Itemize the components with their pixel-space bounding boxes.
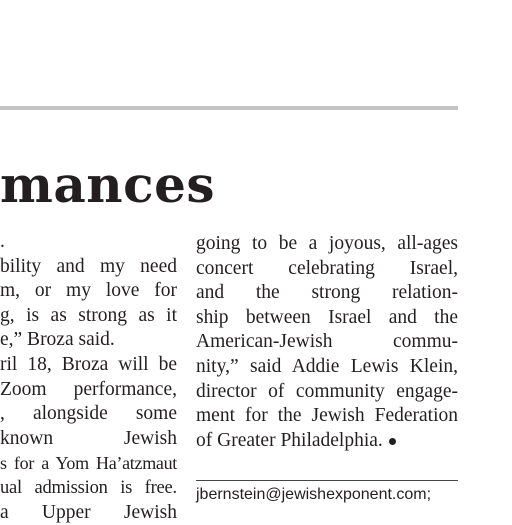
right-text-column (196, 232, 458, 453)
left-line: . (0, 231, 5, 252)
right-line: concert celebrating Israel, (196, 257, 458, 279)
left-line: a Upper Jewish (0, 501, 177, 523)
right-line-text: of Greater Philadelphia. (196, 429, 383, 451)
top-divider-rule (0, 106, 458, 110)
left-line: , alongside some (0, 403, 177, 425)
right-line: and the strong relation- (196, 282, 458, 304)
left-line: m, or my love for (0, 280, 177, 302)
author-email[interactable]: jbernstein@jewishexponent.com; (196, 486, 432, 503)
right-line: ship between Israel and the (196, 306, 458, 328)
left-line: known Jewish (0, 427, 177, 449)
right-line: director of community engage- (196, 380, 458, 402)
left-line: g, is as strong as it (0, 304, 177, 326)
left-line: ual admission is free. (0, 477, 177, 498)
article-headline: mances (0, 155, 216, 214)
left-line: e,” Broza said. (0, 329, 115, 351)
left-line: ril 18, Broza will be (0, 353, 177, 375)
right-line: ment for the Jewish Federation (196, 405, 458, 427)
left-line: bility and my need (0, 255, 177, 277)
right-line: going to be a joyous, all-ages (196, 233, 458, 254)
left-line: Zoom performance, (0, 378, 177, 400)
right-line: American-Jewish commu- (196, 331, 458, 353)
left-text-column (0, 230, 177, 525)
right-line: nity,” said Addie Lewis Klein, (196, 355, 458, 377)
byline-divider-rule (196, 480, 458, 481)
right-line-last (196, 429, 458, 454)
end-of-article-bullet-icon (389, 438, 396, 445)
left-line: s for a Yom Ha’atzmaut (0, 453, 177, 474)
